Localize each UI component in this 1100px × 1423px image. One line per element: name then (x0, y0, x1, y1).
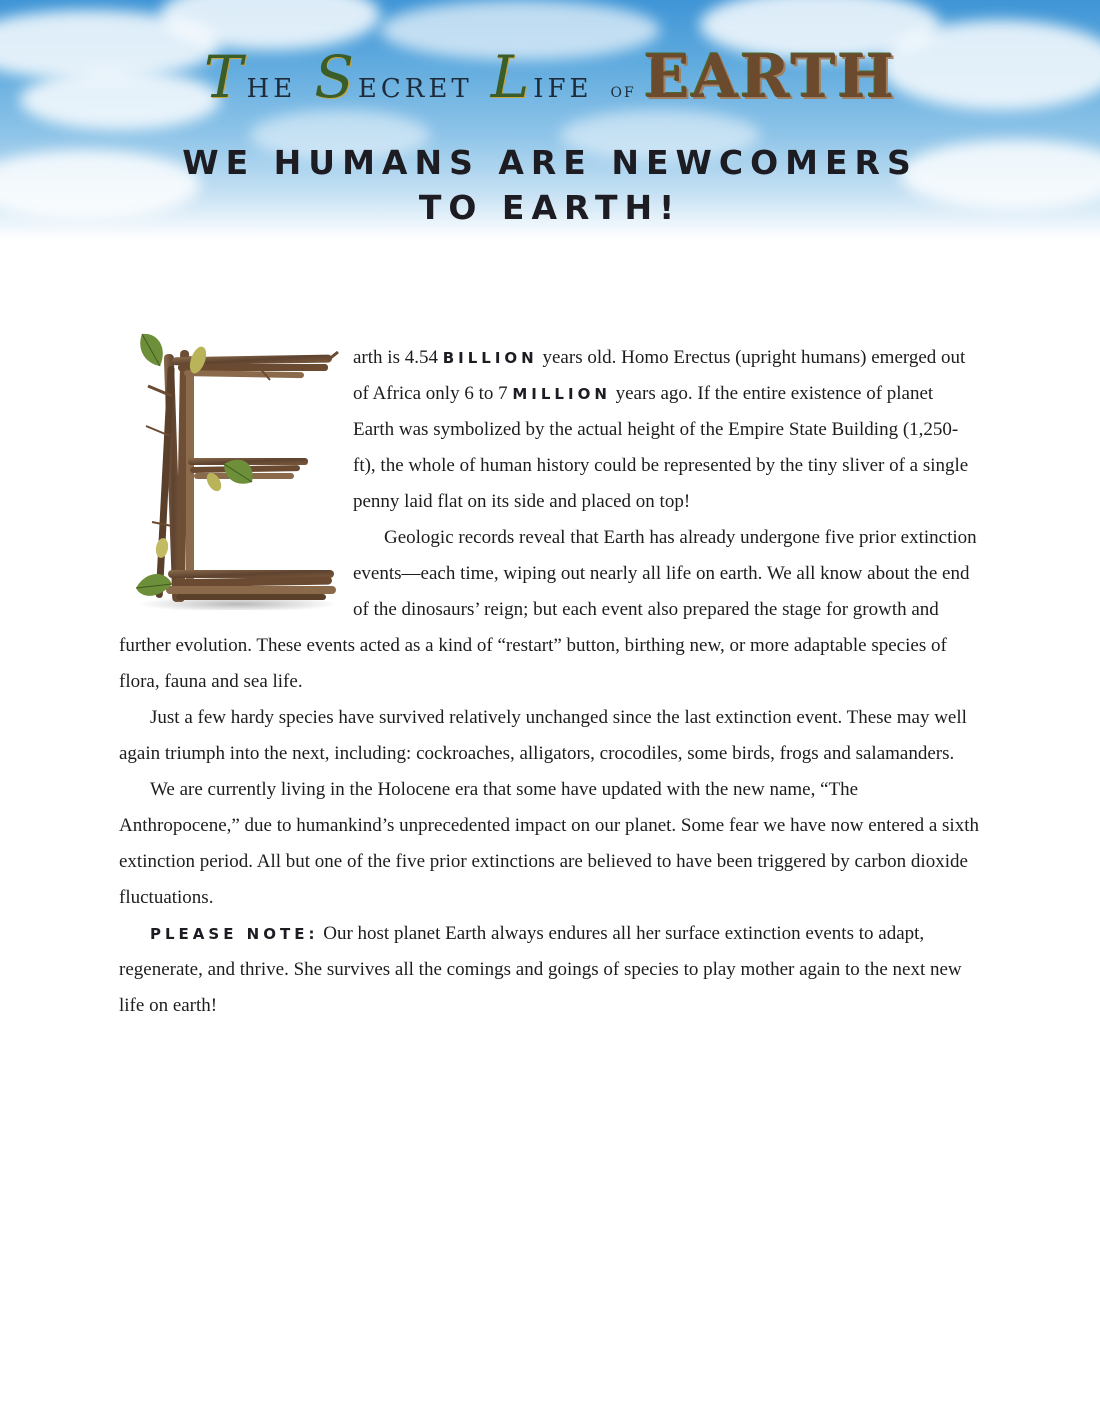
paragraph-4: We are currently living in the Holocene era that some have updated with the new name, “The Anthropocene,” due to humankind’s unprecedented impact on our planet. Some fear we have now entered a sixth extinction period. All but one of the five prior extinctions are believed to have been triggered by carbon dioxide fluctuations. (119, 779, 979, 908)
book-title-logo (0, 42, 1100, 112)
headline-line-1: WE HUMANS ARE NEWCOMERS (182, 143, 918, 182)
paragraph-1-part-a: arth is 4.54 (353, 347, 443, 368)
logo-word-earth: EARTH (643, 42, 897, 112)
logo-word-of: OF (610, 85, 636, 101)
paragraph-1-part-c: years ago. If the entire existence of planet Earth was symbolized by the actual height of the Empire State Building (1,250-ft), the whole of human history could be represented by the tiny sliver of a single penny laid flat on its side and placed on top! (353, 383, 969, 512)
page-headline (0, 140, 1100, 230)
logo-word-secret (314, 43, 473, 111)
article-body (119, 340, 979, 1024)
paragraph-5 (119, 916, 979, 1024)
headline-line-2: TO EARTH! (418, 188, 682, 227)
emphasis-million: MILLION (512, 385, 611, 403)
logo-word-life (491, 43, 593, 111)
logo-initial-l: L (490, 43, 530, 111)
paragraph-3: Just a few hardy species have survived relatively unchanged since the last extinction event. These may well again triumph into the next, including: cockroaches, alligators, crocodiles, some birds, frogs and salamanders. (119, 707, 967, 764)
logo-word-the (204, 43, 296, 111)
paragraph-2: Geologic records reveal that Earth has already undergone five prior extinction events—each time, wiping out nearly all life on earth. We all know about the end of the dinosaurs’ reign; but each event also prepared the stage for growth and further evolution. These events acted as a kind of “restart” button, birthing new, or more adaptable species of flora, fauna and sea life. (119, 527, 977, 692)
logo-initial-t: T (203, 43, 243, 111)
logo-initial-s: S (314, 43, 354, 111)
paragraph-1-part-b: years old. Homo Erectus (upright humans) emerged out of Africa only 6 to 7 (353, 347, 966, 404)
emphasis-please-note: PLEASE NOTE: (150, 925, 319, 943)
sky-header-banner (0, 0, 1100, 240)
paragraph-5-text: Our host planet Earth always endures all her surface extinction events to adapt, regenerate, and thrive. She survives all the comings and goings of species to play mother again to the next new life on earth! (119, 923, 962, 1016)
logo-secret-rest: ECRET (357, 74, 473, 104)
emphasis-billion: BILLION (442, 349, 538, 367)
drop-cap-spacer (119, 340, 353, 608)
logo-life-rest: IFE (533, 74, 593, 104)
logo-the-rest: HE (246, 74, 297, 104)
